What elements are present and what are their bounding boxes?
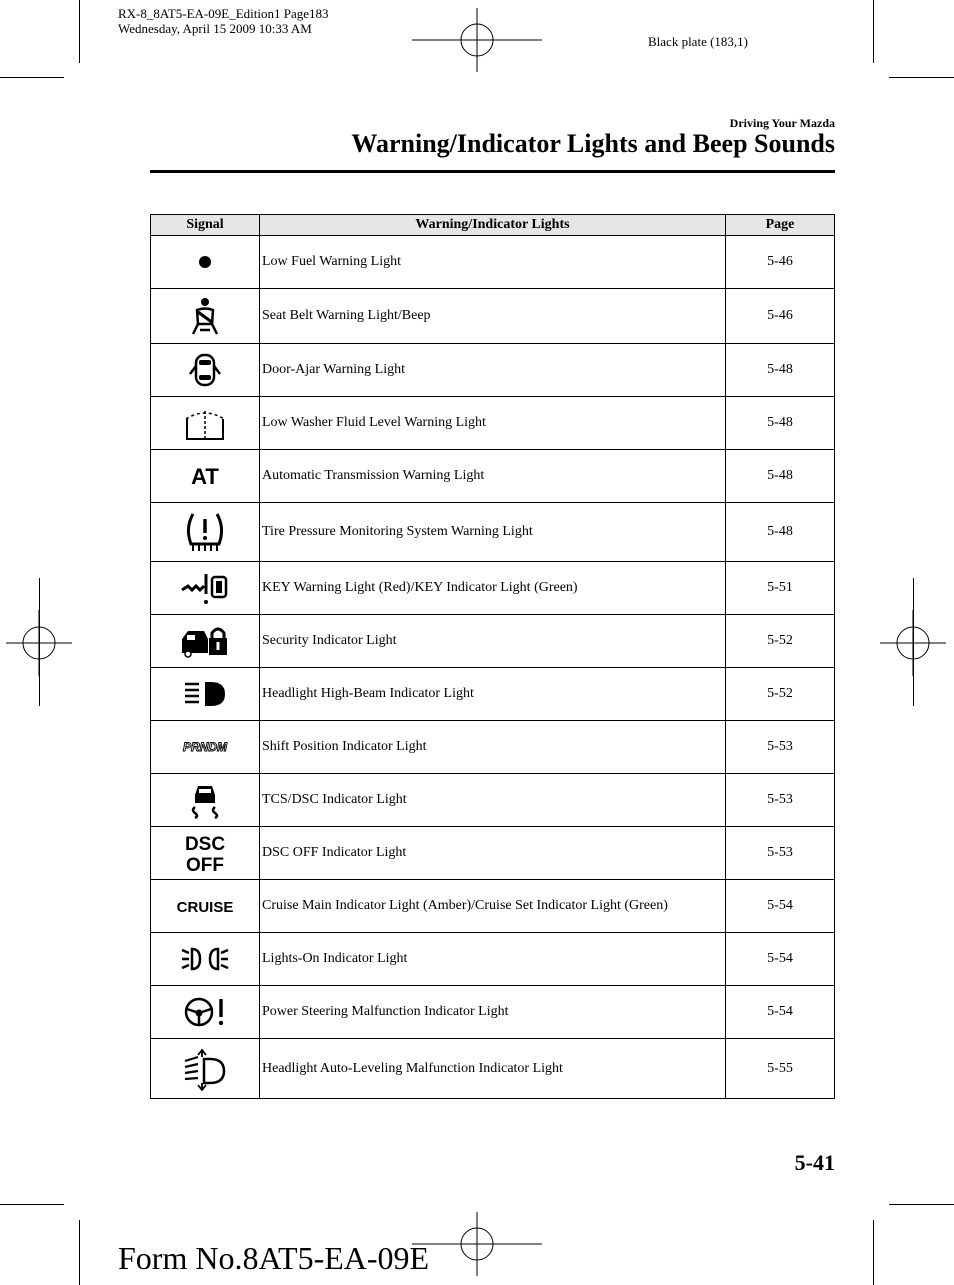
page-ref: 5-48 bbox=[726, 503, 835, 562]
crop-mark bbox=[0, 77, 64, 78]
page-ref: 5-55 bbox=[726, 1039, 835, 1099]
lights-on-icon bbox=[180, 951, 230, 966]
page-ref: 5-54 bbox=[726, 880, 835, 933]
dsc-off-icon-text: DSC bbox=[184, 834, 226, 855]
page-ref: 5-46 bbox=[726, 289, 835, 344]
signal-cell bbox=[151, 615, 260, 668]
registration-mark-right bbox=[880, 610, 946, 676]
header-light: Warning/Indicator Lights bbox=[260, 215, 726, 236]
signal-cell bbox=[151, 289, 260, 344]
table-row bbox=[151, 827, 835, 880]
table-row bbox=[151, 450, 835, 503]
table-row bbox=[151, 880, 835, 933]
signal-cell bbox=[151, 668, 260, 721]
table-row bbox=[151, 668, 835, 721]
tcs-dsc-icon bbox=[187, 792, 223, 807]
cruise-icon bbox=[177, 898, 233, 916]
section-label: Driving Your Mazda bbox=[729, 116, 835, 130]
high-beam-icon bbox=[183, 686, 227, 701]
light-name: Seat Belt Warning Light/Beep bbox=[260, 289, 726, 344]
table-row bbox=[151, 774, 835, 827]
table-header-row bbox=[151, 215, 835, 236]
registration-mark-left bbox=[6, 610, 72, 676]
header-signal: Signal bbox=[151, 215, 260, 236]
security-icon bbox=[180, 633, 230, 648]
signal-cell bbox=[151, 236, 260, 289]
door-ajar-icon bbox=[187, 362, 223, 377]
cruise-icon-text: CRUISE bbox=[177, 899, 233, 916]
light-name: Low Fuel Warning Light bbox=[260, 236, 726, 289]
header-page: Page bbox=[726, 215, 835, 236]
light-name: Low Washer Fluid Level Warning Light bbox=[260, 397, 726, 450]
crop-mark bbox=[889, 77, 954, 78]
signal-cell bbox=[151, 450, 260, 503]
table-row bbox=[151, 503, 835, 562]
page-ref: 5-48 bbox=[726, 344, 835, 397]
shift-position-icon-text: PRNDM bbox=[183, 740, 227, 754]
signal-cell bbox=[151, 1039, 260, 1099]
page-ref: 5-48 bbox=[726, 397, 835, 450]
registration-mark-top bbox=[412, 8, 542, 72]
light-name: DSC OFF Indicator Light bbox=[260, 827, 726, 880]
light-name: Headlight High-Beam Indicator Light bbox=[260, 668, 726, 721]
signal-cell bbox=[151, 562, 260, 615]
page-title: Warning/Indicator Lights and Beep Sounds bbox=[351, 129, 835, 158]
print-header bbox=[118, 6, 329, 36]
crop-mark bbox=[873, 0, 874, 63]
warning-lights-table bbox=[150, 214, 835, 1099]
at-icon bbox=[187, 464, 223, 489]
shift-position-icon bbox=[178, 739, 232, 754]
light-name: Door-Ajar Warning Light bbox=[260, 344, 726, 397]
table-row bbox=[151, 289, 835, 344]
table-row bbox=[151, 562, 835, 615]
signal-cell bbox=[151, 774, 260, 827]
signal-cell bbox=[151, 397, 260, 450]
form-number: Form No.8AT5-EA-09E bbox=[118, 1240, 430, 1276]
page-ref: 5-54 bbox=[726, 986, 835, 1039]
light-name: KEY Warning Light (Red)/KEY Indicator Light (Green) bbox=[260, 562, 726, 615]
table-row bbox=[151, 236, 835, 289]
signal-cell bbox=[151, 721, 260, 774]
page-ref: 5-52 bbox=[726, 668, 835, 721]
page-ref: 5-46 bbox=[726, 236, 835, 289]
auto-leveling-icon bbox=[182, 1061, 228, 1076]
light-name: Shift Position Indicator Light bbox=[260, 721, 726, 774]
low-fuel-icon bbox=[198, 254, 212, 269]
light-name: Power Steering Malfunction Indicator Light bbox=[260, 986, 726, 1039]
table-row bbox=[151, 344, 835, 397]
light-name: Headlight Auto-Leveling Malfunction Indicator Light bbox=[260, 1039, 726, 1099]
dsc-off-icon bbox=[183, 834, 227, 875]
tire-pressure-icon bbox=[183, 524, 227, 539]
dsc-off-icon-text-off: OFF bbox=[186, 855, 224, 875]
table-row bbox=[151, 397, 835, 450]
title-rule bbox=[150, 170, 835, 173]
print-header-date: Wednesday, April 15 2009 10:33 AM bbox=[118, 21, 312, 36]
table-row bbox=[151, 615, 835, 668]
table-row bbox=[151, 986, 835, 1039]
light-name: Tire Pressure Monitoring System Warning Light bbox=[260, 503, 726, 562]
page-ref: 5-53 bbox=[726, 827, 835, 880]
washer-fluid-icon bbox=[184, 415, 226, 430]
page-ref: 5-48 bbox=[726, 450, 835, 503]
light-name: Cruise Main Indicator Light (Amber)/Cruise Set Indicator Light (Green) bbox=[260, 880, 726, 933]
page-ref: 5-51 bbox=[726, 562, 835, 615]
page-ref: 5-52 bbox=[726, 615, 835, 668]
page-ref: 5-53 bbox=[726, 774, 835, 827]
plate-label: Black plate (183,1) bbox=[648, 34, 748, 49]
at-icon-text: AT bbox=[191, 464, 219, 489]
light-name: Security Indicator Light bbox=[260, 615, 726, 668]
signal-cell bbox=[151, 986, 260, 1039]
signal-cell bbox=[151, 344, 260, 397]
light-name: TCS/DSC Indicator Light bbox=[260, 774, 726, 827]
power-steering-icon bbox=[183, 1004, 227, 1019]
crop-mark bbox=[79, 1220, 80, 1285]
crop-mark bbox=[0, 1204, 64, 1205]
signal-cell bbox=[151, 503, 260, 562]
registration-mark-bottom bbox=[412, 1212, 542, 1276]
crop-mark bbox=[889, 1204, 954, 1205]
signal-cell bbox=[151, 827, 260, 880]
seat-belt-icon bbox=[188, 308, 222, 323]
table-row bbox=[151, 721, 835, 774]
page-number: 5-41 bbox=[794, 1150, 835, 1175]
table-row bbox=[151, 1039, 835, 1099]
page-ref: 5-53 bbox=[726, 721, 835, 774]
key-icon bbox=[180, 580, 230, 595]
page-ref: 5-54 bbox=[726, 933, 835, 986]
table-row bbox=[151, 933, 835, 986]
signal-cell bbox=[151, 880, 260, 933]
crop-mark bbox=[79, 0, 80, 63]
light-name: Lights-On Indicator Light bbox=[260, 933, 726, 986]
crop-mark bbox=[873, 1220, 874, 1285]
light-name: Automatic Transmission Warning Light bbox=[260, 450, 726, 503]
signal-cell bbox=[151, 933, 260, 986]
print-header-file: RX-8_8AT5-EA-09E_Edition1 Page183 bbox=[118, 6, 329, 21]
